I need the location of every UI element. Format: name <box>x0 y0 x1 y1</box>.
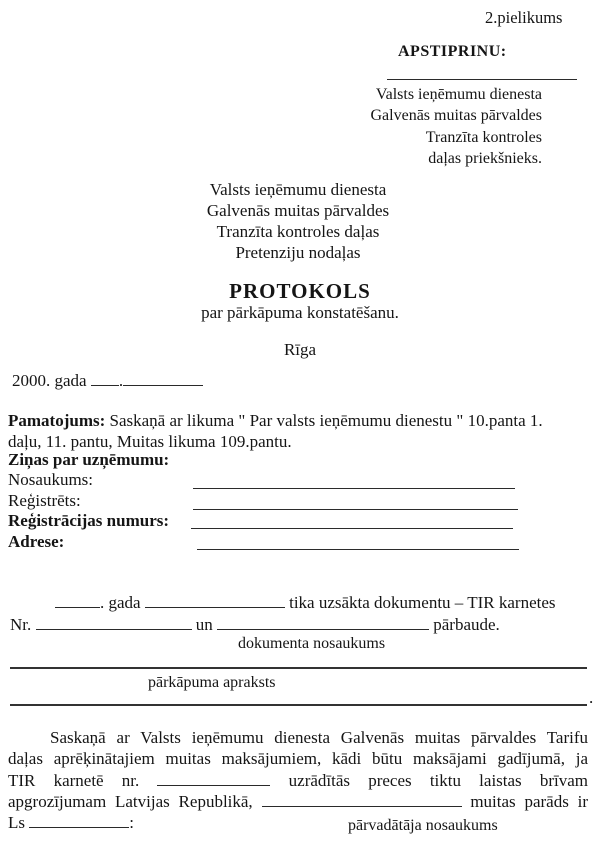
inspection-date-blank <box>145 594 285 608</box>
violation-caption: pārkāpuma apraksts <box>148 674 276 691</box>
approval-line: Valsts ieņēmumu dienesta <box>375 86 542 103</box>
inspection-line2 <box>10 615 500 635</box>
approval-line: daļas priekšnieks. <box>428 149 542 167</box>
issuer-block <box>148 179 448 263</box>
field-line-registrets <box>193 509 518 510</box>
calc-line4-text: apgrozījumam Latvijas Republikā, <box>8 791 253 811</box>
document-title: PROTOKOLS <box>229 279 371 303</box>
inspection-gada: . gada <box>100 593 141 612</box>
calc-line4 <box>8 791 588 812</box>
inspection-nr-blank <box>36 616 192 630</box>
violation-line-1 <box>10 667 587 669</box>
calc-line3-text: TIR karnetē nr. <box>8 770 140 790</box>
inspection-parbaude: pārbaude. <box>433 615 500 634</box>
customs-debt-paragraph <box>8 727 588 833</box>
carrier-name-blank <box>262 793 462 807</box>
calc-line3-text2: uzrādītās preces tiktu laistas brīvam <box>288 770 589 790</box>
field-label-adrese: Adrese: <box>8 532 65 551</box>
issuer-line: Valsts ieņēmumu dienesta <box>209 180 387 199</box>
calc-line2: daļas aprēķinātajiem muitas maksājumiem, kādi būtu maksājami gadījumā, ja <box>8 749 588 769</box>
issuer-line: Galvenās muitas pārvaldes <box>206 201 390 220</box>
approval-signature-line <box>387 79 577 80</box>
issuer-line: Pretenziju nodaļas <box>235 243 361 262</box>
issuer-line: Tranzīta kontroles daļas <box>216 222 380 241</box>
inspection-un: un <box>195 615 213 634</box>
field-line-registracijas-numurs <box>191 528 513 529</box>
date-prefix: 2000. gada <box>12 371 87 390</box>
currency-label: Ls <box>8 813 25 833</box>
calc-line1: Saskaņā ar Valsts ieņēmumu dienesta Galvenās muitas pārvaldes Tarifu <box>50 728 588 747</box>
inspection-started-text: tika uzsākta dokumentu – TIR karnetes <box>289 593 556 612</box>
approval-line: Galvenās muitas pārvaldes <box>370 107 542 125</box>
city-label: Rīga <box>283 340 317 359</box>
basis-paragraph <box>8 410 586 453</box>
inspection-document-blank <box>217 616 429 630</box>
calc-line4-text2: muitas parāds ir <box>470 791 589 811</box>
document-name-caption: dokumenta nosaukums <box>238 635 386 652</box>
calc-colon: : <box>129 813 134 833</box>
approval-title: APSTIPRINU: <box>398 43 507 60</box>
inspection-nr: Nr. <box>10 615 32 634</box>
approval-signer-block <box>342 84 542 169</box>
date-month-blank <box>123 372 203 386</box>
approval-line: Tranzīta kontroles <box>425 128 542 146</box>
field-label-registracijas-numurs: Reģistrācijas numurs: <box>8 511 170 530</box>
company-heading: Ziņas par uzņēmumu: <box>8 450 170 469</box>
field-label-nosaukums: Nosaukums: <box>8 470 93 489</box>
calc-line5 <box>8 812 588 833</box>
violation-trailing-period: . <box>589 688 594 707</box>
basis-label: Pamatojums: <box>8 411 106 430</box>
field-label-registrets: Reģistrēts: <box>8 491 81 510</box>
field-line-adrese <box>197 549 519 550</box>
carrier-name-caption: pārvadātāja nosaukums <box>348 817 498 834</box>
basis-text-line1: Saskaņā ar likuma " Par valsts ieņēmumu dienestu " 10.panta 1. <box>109 411 543 430</box>
date-separator: . <box>118 371 124 390</box>
field-line-nosaukums <box>193 488 515 489</box>
inspection-year-blank <box>55 594 100 608</box>
date-line <box>12 371 203 391</box>
amount-blank <box>29 814 129 828</box>
inspection-line1 <box>10 593 556 613</box>
basis-text-line2: daļu, 11. pantu, Muitas likuma 109.pantu. <box>8 432 292 452</box>
date-day-blank <box>91 372 119 386</box>
calc-line3 <box>8 770 588 791</box>
annex-label: 2.pielikums <box>485 8 563 27</box>
document-subtitle: par pārkāpuma konstatēšanu. <box>201 303 399 322</box>
violation-line-2 <box>10 704 587 706</box>
tir-carnet-number-blank <box>157 771 270 785</box>
